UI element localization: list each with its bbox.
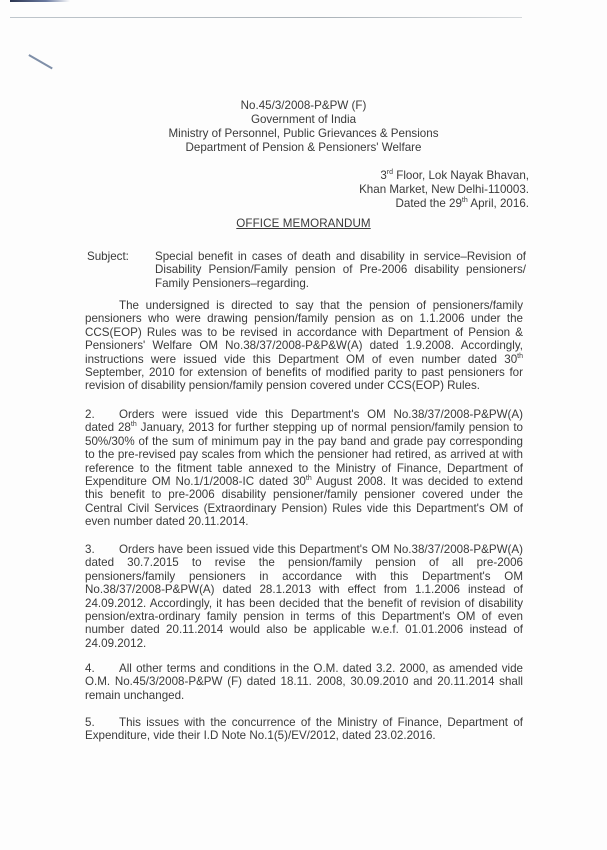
- scan-edge-mark: [10, 0, 70, 2]
- paragraph-2: 2. Orders were issued vide this Department's OM No.38/37/2008-P&PW(A) dated 28th January, 2013 for further stepping up of normal pension/family pension to 50%/30% of the sum of minimum pay in the pay band and grade pay corresponding to the pre-revised pay scales from which the pensioner had retired, as arrived at with reference to the fitment table annexed to the Ministry of Finance, Department of Expenditure OM No.1/1/2008-IC dated 30th August 2008. It was decided to extend this benefit to pre-2006 disability pensioner/family pensioner covered under the Central Civil Services (Extraordinary Pension) Rules vide this Department's OM of even number dated 20.11.2014.: [85, 408, 523, 529]
- ministry-name: Ministry of Personnel, Public Grievances & Pensions: [168, 127, 439, 140]
- address-block: [359, 169, 529, 211]
- subject-label: Subject:: [87, 250, 129, 263]
- letterhead: [0, 99, 607, 155]
- scan-top-rule: [10, 17, 522, 18]
- paragraph-5: 5. This issues with the concurrence of the Ministry of Finance, Department of Expenditure, vide their I.D Note No.1(5)/EV/2012, dated 23.02.2016.: [85, 716, 523, 743]
- subject-text: Special benefit in cases of death and disability in service–Revision of Disability Pension/Family pension of Pre-2006 disability pensioners/ Family Pensioners–regarding.: [155, 250, 526, 290]
- paragraph-3: 3. Orders have been issued vide this Department's OM No.38/37/2008-P&PW(A) dated 30.7.2015 to revise the pension/family pension of all pre-2006 pensioners/family pensioners in accordance with this Department's OM No.38/37/2008-P&PW(A) dated 28.1.2013 with effect from 1.1.2006 instead of 24.09.2012. Accordingly, it has been decided that the benefit of revision of disability pension/extra-ordinary family pension in terms of this Department's OM of even number dated 20.11.2014 would also be applicable w.e.f. 01.01.2006 instead of 24.09.2012.: [85, 543, 523, 650]
- pen-mark: [29, 54, 53, 69]
- file-number: No.45/3/2008-P&PW (F): [240, 99, 367, 112]
- document-date: Dated the 29th April, 2016.: [395, 197, 529, 210]
- paragraph-4: 4. All other terms and conditions in the O.M. dated 3.2. 2000, as amended vide O.M. No.45/3/2008-P&PW (F) dated 18.11. 2008, 30.09.2010 and 20.11.2014 shall remain unchanged.: [85, 662, 523, 702]
- government-name: Government of India: [250, 113, 357, 126]
- paragraph-1: The undersigned is directed to say that the pension of pensioners/family pensioners who were drawing pension/family pension as on 1.1.2006 under the CCS(EOP) Rules was to be revised in accordance with Department of Pension & Pensioners' Welfare OM No.38/37/2008-P&P&W(A) dated 1.9.2008. Accordingly, instructions were issued vide this Department OM of even number dated 30th September, 2010 for extension of benefits of modified parity to past pensioners for revision of disability pension/family pension covered under CCS(EOP) Rules.: [85, 299, 523, 393]
- address-line-2: Khan Market, New Delhi-110003.: [359, 183, 529, 196]
- address-line-1: 3rd Floor, Lok Nayak Bhavan,: [380, 169, 529, 182]
- document-title: OFFICE MEMORANDUM: [236, 217, 371, 230]
- department-name: Department of Pension & Pensioners' Welfare: [185, 141, 422, 154]
